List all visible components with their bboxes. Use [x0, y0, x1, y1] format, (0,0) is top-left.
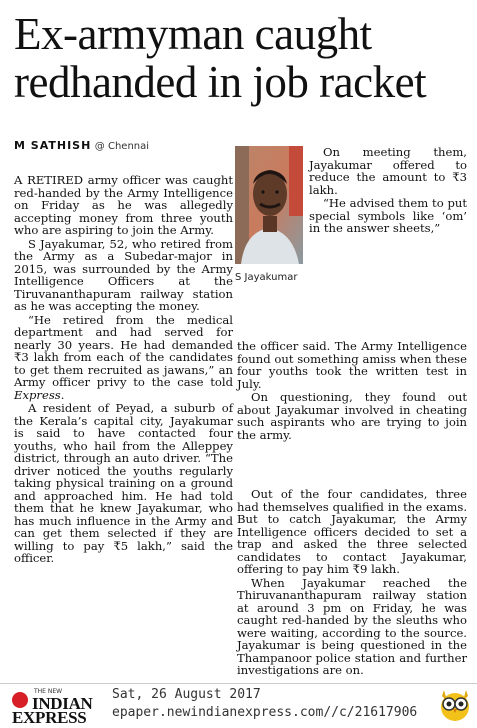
epaper-url[interactable]: epaper.newindianexpress.com//c/21617906: [112, 705, 418, 720]
logo-the-new: THE NEW: [34, 688, 63, 695]
byline-location: @ Chennai: [94, 141, 150, 152]
headline: Ex-armyman caught redhanded in job racket: [14, 9, 427, 107]
paragraph: When Jayakumar reached the Thiruvananthapuram railway station at around 3 pm on Friday, he was caught red-handed by the sleuths who were waiting, according to the source. Jayakumar is being questioned in the Thampanoor police station and further investigations are on.: [237, 575, 467, 677]
paragraph: A resident of Peyad, a suburb of the Kerala’s capital city, Jayakumar is said to have contacted four youths, who hail from the Alleppey district, through an auto driver. “The driver noticed the youths regularly taking physical training on a ground and approached him. He had told them that he knew Jayakumar, who has much influence in the Army and can get them selected if they are willing to pay ₹5 lakh,” said the officer.: [14, 401, 233, 565]
byline-author: M SATHISH: [14, 139, 92, 152]
logo-indian: INDIAN: [32, 694, 93, 713]
article-column-2: [237, 488, 467, 678]
paragraph: Out of the four candidates, three had themselves qualified in the exams. But to catch Jayakumar, the Army Intelligence officers decided to set a trap and asked the three selected candidates to contact Jayakumar, offering to pay him ₹9 lakh.: [237, 487, 467, 576]
edition-date: Sat, 26 August 2017: [112, 687, 261, 702]
emblem-icon: [12, 692, 28, 708]
paragraph-text: “He retired from the medical department and had served for nearly 30 years. He had demanded ₹3 lakh from each of the candidates to get them recruited as jawans,” an Army officer privy to the case told: [14, 312, 233, 389]
owl-mascot-icon: [437, 686, 473, 722]
article-column-1: [14, 174, 233, 566]
paragraph: “He retired from the medical department and had served for nearly 30 years. He had demanded ₹3 lakh from each of the candidates to get them recruited as jawans,” an Army officer privy to the case told Express.: [14, 312, 233, 402]
publication-name: Express: [14, 387, 61, 402]
byline: [14, 139, 149, 152]
epaper-footer: [0, 683, 477, 726]
article-column-2-mid: [237, 340, 467, 442]
paragraph: A RETIRED army officer was caught red-handed by the Army Intelligence on Friday as he was allegedly accepting money from three youth who are aspiring to join the Army.: [14, 173, 233, 237]
article-column-2-top: [309, 146, 467, 236]
paragraph: S Jayakumar, 52, who retired from the Army as a Subedar-major in 2015, was surrounded by the Army Intelligence Officers at the Tiruvananthapuram railway station as he was accepting the money.: [14, 236, 233, 313]
paragraph: On questioning, they found out about Jayakumar involved in cheating such aspirants who are trying to join the army.: [237, 390, 467, 442]
photo-caption: S Jayakumar: [235, 272, 298, 283]
logo-express: EXPRESS: [12, 708, 87, 727]
paragraph: the officer said. The Army Intelligence found out something amiss when these four youths took the written test in July.: [237, 339, 467, 391]
portrait-photo: [235, 146, 303, 264]
paragraph: “He advised them to put special symbols like ‘om’ in the answer sheets,”: [309, 196, 467, 235]
paragraph: On meeting them, Jayakumar offered to reduce the amount to ₹3 lakh.: [309, 145, 467, 197]
newspaper-logo: [8, 688, 98, 727]
